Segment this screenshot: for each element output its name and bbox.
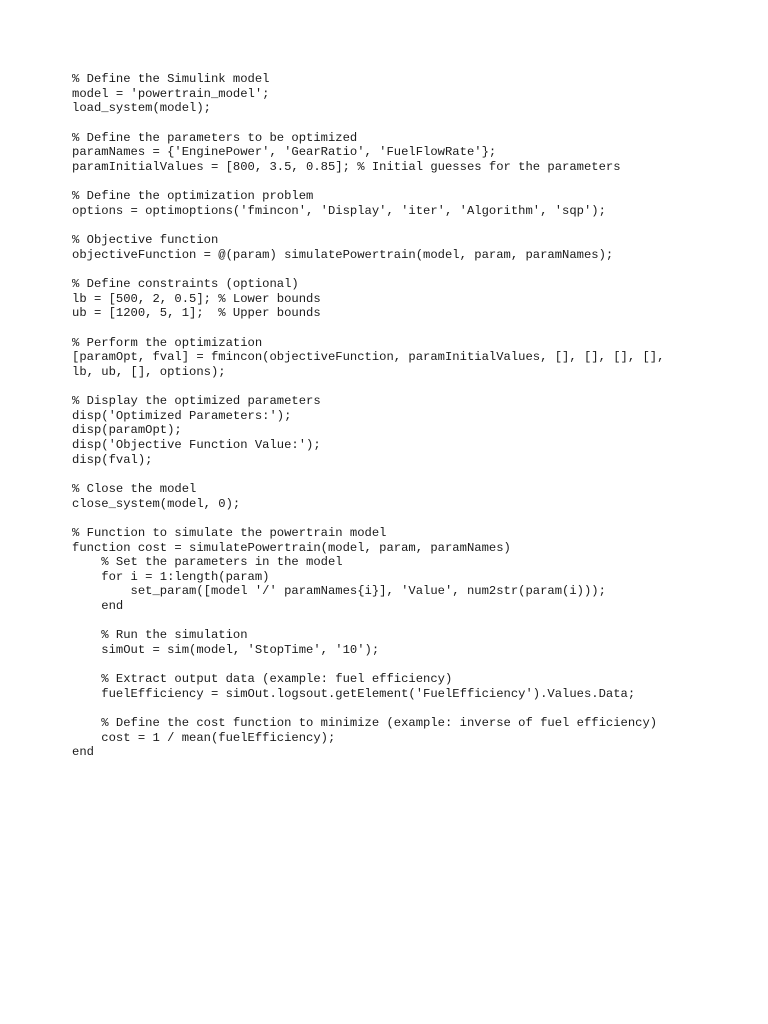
code-line: % Close the model <box>72 481 197 496</box>
code-line: for i = 1:length(param) <box>72 569 270 584</box>
code-line: close_system(model, 0); <box>72 496 241 511</box>
code-line: % Define the optimization problem <box>72 189 314 204</box>
code-line: disp(fval); <box>72 452 153 467</box>
code-line <box>72 116 752 131</box>
code-line <box>72 614 752 629</box>
code-line: % Objective function <box>72 233 219 248</box>
code-line: % Function to simulate the powertrain model <box>72 525 387 540</box>
code-line <box>72 702 752 717</box>
code-line: fuelEfficiency = simOut.logsout.getElement('FuelEfficiency').Values.Data; <box>72 686 636 701</box>
code-line: options = optimoptions('fmincon', 'Display', 'iter', 'Algorithm', 'sqp'); <box>72 203 606 218</box>
code-line <box>72 511 752 526</box>
code-line: lb, ub, [], options); <box>72 364 226 379</box>
code-line <box>72 467 752 482</box>
code-line: % Define the parameters to be optimized <box>72 130 358 145</box>
code-line: end <box>72 745 94 760</box>
code-line: end <box>72 599 124 614</box>
code-line: load_system(model); <box>72 101 211 116</box>
code-line: [paramOpt, fval] = fmincon(objectiveFunction, paramInitialValues, [], [], [], [], <box>72 350 665 365</box>
code-line: disp(paramOpt); <box>72 423 182 438</box>
code-line: model = 'powertrain_model'; <box>72 86 270 101</box>
code-line: paramNames = {'EnginePower', 'GearRatio', 'FuelFlowRate'}; <box>72 145 497 160</box>
code-line: ub = [1200, 5, 1]; % Upper bounds <box>72 306 321 321</box>
code-line: cost = 1 / mean(fuelEfficiency); <box>72 730 336 745</box>
code-line <box>72 218 752 233</box>
code-line: % Define constraints (optional) <box>72 276 299 291</box>
code-line: % Display the optimized parameters <box>72 394 321 409</box>
code-line: disp('Optimized Parameters:'); <box>72 408 292 423</box>
code-line: % Define the cost function to minimize (example: inverse of fuel efficiency) <box>72 716 658 731</box>
code-listing <box>72 72 752 760</box>
code-line <box>72 262 752 277</box>
code-line <box>72 379 752 394</box>
code-line: % Set the parameters in the model <box>72 555 343 570</box>
code-line: % Extract output data (example: fuel efficiency) <box>72 672 453 687</box>
code-line: set_param([model '/' paramNames{i}], 'Value', num2str(param(i))); <box>72 584 606 599</box>
code-line: paramInitialValues = [800, 3.5, 0.85]; % Initial guesses for the parameters <box>72 159 621 174</box>
code-line: simOut = sim(model, 'StopTime', '10'); <box>72 642 380 657</box>
code-line: % Define the Simulink model <box>72 72 270 86</box>
code-line <box>72 658 752 673</box>
code-line <box>72 174 752 189</box>
code-line: function cost = simulatePowertrain(model, param, paramNames) <box>72 540 511 555</box>
code-line: % Perform the optimization <box>72 335 263 350</box>
code-line: disp('Objective Function Value:'); <box>72 438 321 453</box>
code-line: objectiveFunction = @(param) simulatePowertrain(model, param, paramNames); <box>72 247 614 262</box>
code-line: % Run the simulation <box>72 628 248 643</box>
code-line: lb = [500, 2, 0.5]; % Lower bounds <box>72 291 321 306</box>
code-line <box>72 321 752 336</box>
